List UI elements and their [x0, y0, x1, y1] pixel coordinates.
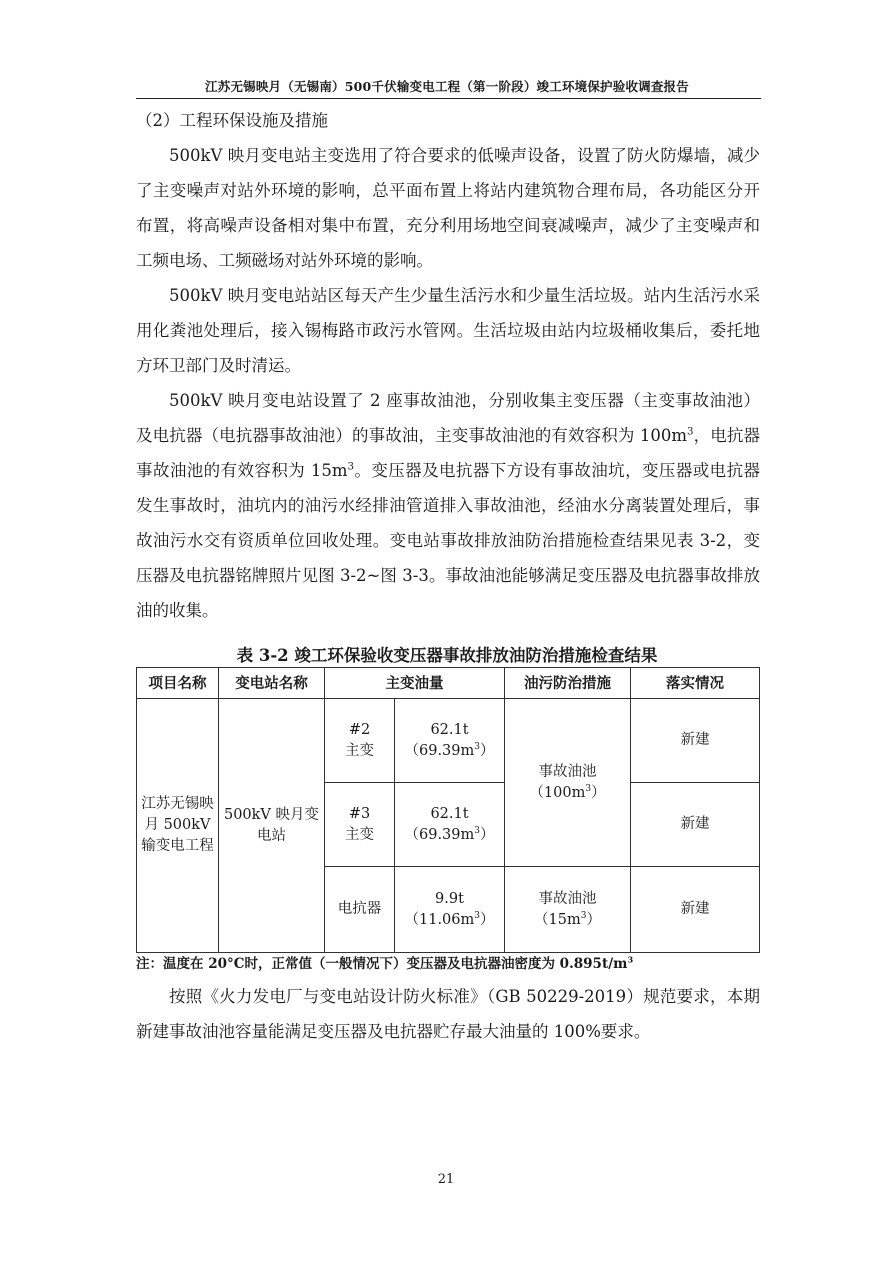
cell-project-name: 江苏无锡映月 500kV 输变电工程 — [137, 699, 219, 953]
cell-station-name: 500kV 映月变电站 — [219, 699, 325, 953]
cell-status: 新建 — [631, 783, 760, 867]
oil-prevention-table — [136, 667, 760, 953]
paragraph-noise: 500kV 映月变电站主变选用了符合要求的低噪声设备，设置了防火防爆墙，减少了主变噪声对站外环境的影响，总平面布置上将站内建筑物合理布局，各功能区分开布置，将高噪声设备相对集中布置，充分利用场地空间衰减噪声，减少了主变噪声和工频电场、工频磁场对站外环境的影响。 — [136, 146, 760, 270]
cell-unit: #3 主变 — [325, 783, 395, 867]
table-row — [137, 699, 760, 783]
paragraph-oil-pits: 500kV 映月变电站设置了 2 座事故油池，分别收集主变压器（主变事故油池）及电抗器（电抗器事故油池）的事故油，主变事故油池的有效容积为 $100m^3$，电抗器事故油池的有效容积为 $15m^3$。变压器及电抗器下方设有事故油坑，变压器或电抗器发生事故时，油坑内的油污水经排油管道排入事故油池，经油水分离装置处理后，事故油污水交有资质单位回收处理。变电站事故排放油防治措施检查结果见表 3-2，变压器及电抗器铭牌照片见图 3-2~图 3-3。事故油池能够满足变压器及电抗器事故排放油的收集。 — [136, 391, 761, 620]
cell-measure: 事故油池 $(15m^3)$ — [505, 867, 631, 953]
cell-unit: 电抗器 — [325, 867, 395, 953]
cell-status: 新建 — [631, 699, 760, 783]
section-heading: （2）工程环保设施及措施 — [136, 111, 328, 130]
closing-body — [136, 979, 760, 1049]
table-header-row — [137, 668, 760, 699]
header-measure: 油污防治措施 — [505, 668, 631, 699]
header-divider — [136, 98, 761, 99]
cell-oil: 62.1t $(69.39m^3)$ — [395, 699, 505, 783]
header-station: 变电站名称 — [219, 668, 325, 699]
cell-unit: #2 主变 — [325, 699, 395, 783]
table-note: 注：温度在 20°C时，正常值（一般情况下）变压器及电抗器油密度为 $0.895t/m^3$ — [136, 954, 634, 972]
cell-oil: 9.9t $(11.06m^3)$ — [395, 867, 505, 953]
header-oil-volume: 主变油量 — [325, 668, 505, 699]
cell-status: 新建 — [631, 867, 760, 953]
header-project: 项目名称 — [137, 668, 219, 699]
cell-measure: 事故油池 $(100m^3)$ — [505, 699, 631, 867]
page-number: 21 — [437, 1172, 455, 1187]
page-header: 江苏无锡映月（无锡南）500千伏输变电工程（第一阶段）竣工环境保护验收调查报告 — [205, 79, 689, 94]
table-title: 表 3-2 竣工环保验收变压器事故排放油防治措施检查结果 — [236, 646, 658, 665]
paragraph-sewage: 500kV 映月变电站站区每天产生少量生活污水和少量生活垃圾。站内生活污水采用化粪池处理后，接入锡梅路市政污水管网。生活垃圾由站内垃圾桶收集后，委托地方环卫部门及时清运。 — [136, 286, 760, 375]
cell-oil: 62.1t $(69.39m^3)$ — [395, 783, 505, 867]
paragraph-fire-standard: 按照《火力发电厂与变电站设计防火标准》（GB 50229-2019）规范要求，本期新建事故油池容量能满足变压器及电抗器贮存最大油量的 100%要求。 — [136, 987, 760, 1041]
header-status: 落实情况 — [631, 668, 760, 699]
section-body — [136, 103, 760, 628]
